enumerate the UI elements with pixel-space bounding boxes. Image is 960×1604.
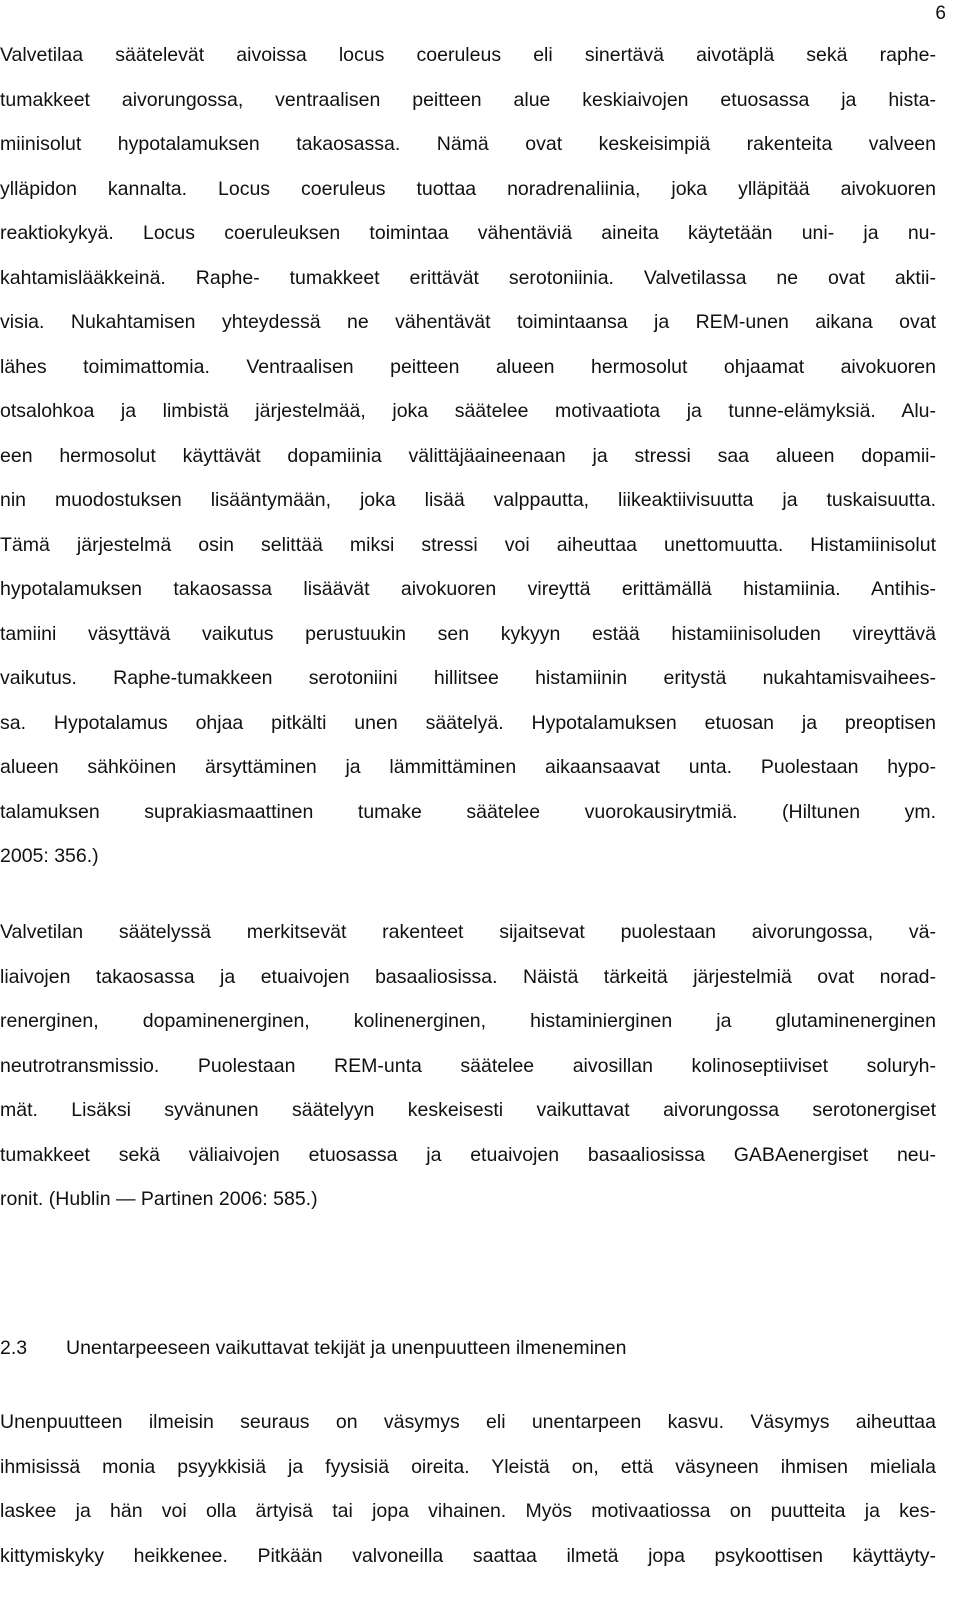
text-line: liaivojen takaosassa ja etuaivojen basaaliosissa. Näistä tärkeitä järjestelmiä ovat norad- bbox=[0, 965, 936, 988]
text-line: otsalohkoa ja limbistä järjestelmää, joka säätelee motivaatiota ja tunne-elämyksiä. Alu- bbox=[0, 400, 936, 422]
text-line: neutrotransmissio. Puolestaan REM-unta säätelee aivosillan kolinoseptiiviset soluryh- bbox=[0, 1054, 936, 1077]
text-line: Valvetilaa säätelevät aivoissa locus coeruleus eli sinertävä aivotäplä sekä raphe- bbox=[0, 44, 936, 66]
section-heading bbox=[0, 1326, 626, 1370]
text-line: kahtamislääkkeinä. Raphe- tumakkeet erittävät serotoniinia. Valvetilassa ne ovat aktii- bbox=[0, 266, 936, 289]
text-line: Unenpuutteen ilmeisin seuraus on väsymys eli unentarpeen kasvu. Väsymys aiheuttaa bbox=[0, 1411, 936, 1433]
page-number: 6 bbox=[935, 3, 946, 24]
paragraph-valvetilan-saately bbox=[0, 910, 936, 1222]
text-line: sa. Hypotalamus ohjaa pitkälti unen säätelyä. Hypotalamuksen etuosan ja preoptisen bbox=[0, 711, 936, 734]
paragraph-unenpuute bbox=[0, 1400, 936, 1578]
text-line: nin muodostuksen lisääntymään, joka lisää valppautta, liikeaktiivisuutta ja tuskaisuutta. bbox=[0, 489, 936, 511]
text-line: tamiini väsyttävä vaikutus perustuukin sen kykyyn estää histamiinisoluden vireyttävä bbox=[0, 622, 936, 645]
section-number: 2.3 bbox=[0, 1337, 28, 1359]
text-line: een hermosolut käyttävät dopamiinia välittäjäaineenaan ja stressi saa alueen dopamii- bbox=[0, 444, 936, 467]
text-line: talamuksen suprakiasmaattinen tumake säätelee vuorokausirytmiä. (Hiltunen ym. bbox=[0, 800, 936, 823]
text-line: Tämä järjestelmä osin selittää miksi stressi voi aiheuttaa unettomuutta. Histamiinisolut bbox=[0, 533, 936, 556]
text-line: lähes toimimattomia. Ventraalisen peitteen alueen hermosolut ohjaamat aivokuoren bbox=[0, 355, 936, 378]
section-title: Unentarpeeseen vaikuttavat tekijät ja unenpuutteen ilmeneminen bbox=[66, 1337, 627, 1359]
text-line: tumakkeet sekä väliaivojen etuosassa ja etuaivojen basaaliosissa GABAenergiset neu- bbox=[0, 1143, 936, 1166]
text-line: 2005: 356.) bbox=[0, 845, 99, 867]
text-line: renerginen, dopaminenerginen, kolinenerginen, histaminierginen ja glutaminenerginen bbox=[0, 1010, 936, 1032]
text-line: tumakkeet aivorungossa, ventraalisen peitteen alue keskiaivojen etuosassa ja hista- bbox=[0, 88, 936, 111]
text-line: ylläpidon kannalta. Locus coeruleus tuottaa noradrenaliinia, joka ylläpitää aivokuoren bbox=[0, 177, 936, 200]
text-line: alueen sähköinen ärsyttäminen ja lämmittäminen aikaansaavat unta. Puolestaan hypo- bbox=[0, 756, 936, 778]
text-line: miinisolut hypotalamuksen takaosassa. Nämä ovat keskeisimpiä rakenteita valveen bbox=[0, 133, 936, 155]
text-line: ihmisissä monia psyykkisiä ja fyysisiä oireita. Yleistä on, että väsyneen ihmisen mieliala bbox=[0, 1455, 936, 1478]
text-line: mät. Lisäksi syvänunen säätelyyn keskeisesti vaikuttavat aivorungossa serotonergiset bbox=[0, 1099, 936, 1121]
text-line: visia. Nukahtamisen yhteydessä ne vähentävät toimintaansa ja REM-unen aikana ovat bbox=[0, 311, 936, 333]
text-line: hypotalamuksen takaosassa lisäävät aivokuoren vireyttä erittämällä histamiinia. Antihis- bbox=[0, 578, 936, 600]
paragraph-valvetila bbox=[0, 33, 936, 879]
text-line: vaikutus. Raphe-tumakkeen serotoniini hillitsee histamiinin eritystä nukahtamisvaihees- bbox=[0, 667, 936, 689]
text-line: kittymiskyky heikkenee. Pitkään valvoneilla saattaa ilmetä jopa psykoottisen käyttäyty- bbox=[0, 1544, 936, 1567]
text-line: reaktiokykyä. Locus coeruleuksen toimintaa vähentäviä aineita käytetään uni- ja nu- bbox=[0, 222, 936, 244]
text-line: laskee ja hän voi olla ärtyisä tai jopa vihainen. Myös motivaatiossa on puutteita ja kes- bbox=[0, 1500, 936, 1522]
text-line: ronit. (Hublin — Partinen 2006: 585.) bbox=[0, 1188, 318, 1210]
text-line: Valvetilan säätelyssä merkitsevät rakenteet sijaitsevat puolestaan aivorungossa, vä- bbox=[0, 921, 936, 943]
